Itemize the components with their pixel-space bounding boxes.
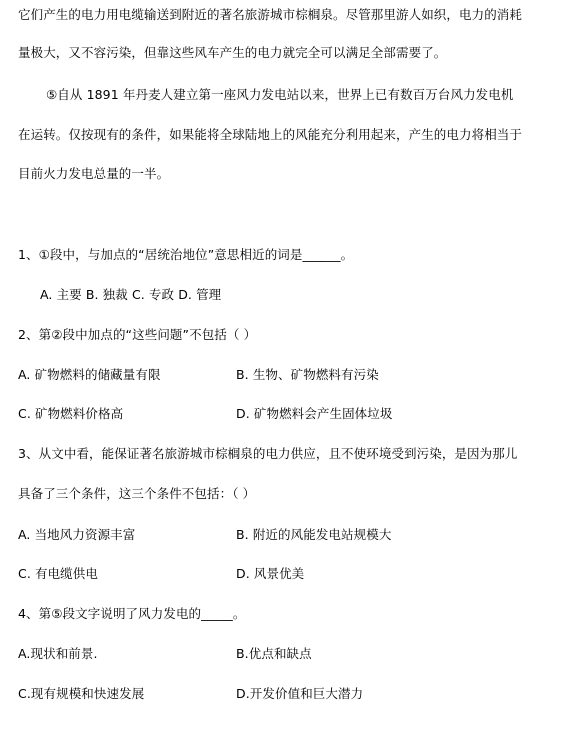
question-3: 3、从文中看，能保证著名旅游城市棕榈泉的电力供应，且不使环境受到污染，是因为那儿 — [18, 446, 518, 461]
passage-line-2: 量极大，又不容污染，但靠这些风车产生的电力就完全可以满足全部需要了。 — [18, 45, 447, 60]
option-d: D. 风景优美 — [236, 566, 305, 581]
question-3-options-row-2 — [18, 566, 559, 582]
passage-line-1: 它们产生的电力用电缆输送到附近的著名旅游城市棕榈泉。尽管那里游人如织，电力的消耗 — [18, 7, 523, 22]
option-b: B. 生物、矿物燃料有污染 — [236, 367, 379, 382]
question-3-continued: 具备了三个条件，这三个条件不包括：（ ） — [18, 486, 256, 501]
question-2-options-row-1 — [18, 367, 559, 383]
option-a: A.现状和前景. — [18, 646, 98, 661]
option-a: A. 矿物燃料的储藏量有限 — [18, 367, 161, 382]
question-2-options-row-2 — [18, 406, 559, 422]
question-4-options-row-1 — [18, 646, 559, 662]
question-2: 2、第②段中加点的“这些问题”不包括（ ） — [18, 327, 257, 342]
option-c: C.现有规模和快速发展 — [18, 686, 145, 701]
question-1: 1、①段中，与加点的“居统治地位”意思相近的词是______。 — [18, 247, 354, 262]
question-3-options-row-1 — [18, 527, 559, 543]
passage-line-4: 在运转。仅按现有的条件，如果能将全球陆地上的风能充分利用起来，产生的电力将相当于 — [18, 127, 523, 142]
question-4-options-row-2 — [18, 686, 559, 702]
passage-line-5: 目前火力发电总量的一半。 — [18, 166, 170, 181]
option-c: C. 矿物燃料价格高 — [18, 406, 124, 421]
option-d: D.开发价值和巨大潜力 — [236, 686, 364, 701]
passage-line-3: ⑤自从 1891 年丹麦人建立第一座风力发电站以来，世界上已有数百万台风力发电机 — [46, 87, 514, 102]
option-c: C. 有电缆供电 — [18, 566, 98, 581]
option-a: A. 当地风力资源丰富 — [18, 527, 136, 542]
question-4: 4、第⑤段文字说明了风力发电的_____。 — [18, 606, 246, 621]
option-b: B. 附近的风能发电站规模大 — [236, 527, 392, 542]
question-1-options: A. 主要 B. 独裁 C. 专政 D. 管理 — [40, 287, 222, 302]
option-d: D. 矿物燃料会产生固体垃圾 — [236, 406, 393, 421]
option-b: B.优点和缺点 — [236, 646, 312, 661]
